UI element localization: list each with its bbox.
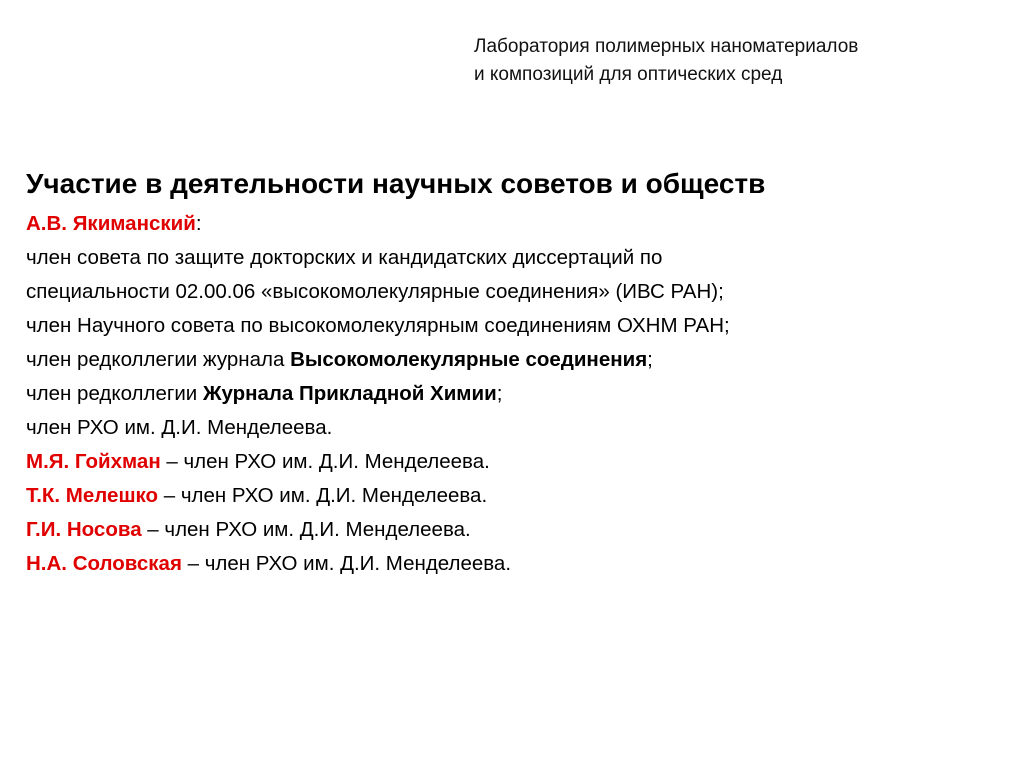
member-name: Н.А. Соловская	[26, 552, 182, 575]
member-name: Т.К. Мелешко	[26, 484, 159, 507]
lab-name-line-2: и композиций для оптических сред	[474, 64, 783, 85]
duty-line: член Научного совета по высокомолекулярным соединениям ОХНМ РАН;	[26, 314, 730, 337]
duty-line: член РХО им. Д.И. Менделеева.	[26, 416, 333, 439]
person-name: А.В. Якиманский	[26, 212, 196, 235]
journal-name: Высокомолекулярные соединения	[290, 348, 648, 371]
duty-suffix: ;	[496, 382, 503, 405]
member-text: – член РХО им. Д.И. Менделеева.	[158, 484, 488, 507]
member-text: – член РХО им. Д.И. Менделеева.	[181, 552, 512, 575]
member-line	[26, 479, 1011, 513]
member-line	[26, 445, 1011, 479]
journal-name: Журнала Прикладной Химии	[202, 382, 497, 405]
page-title: Участие в деятельности научных советов и обществ	[26, 168, 766, 199]
member-text: – член РХО им. Д.И. Менделеева.	[160, 450, 490, 473]
member-line	[26, 513, 1011, 547]
duty-line-journal	[26, 377, 1011, 411]
main-person-line	[26, 207, 1011, 241]
duty-prefix: член редколлегии журнала	[26, 348, 291, 371]
duty-line: специальности 02.00.06 «высокомолекулярные соединения» (ИВС РАН);	[26, 280, 724, 303]
duty-line-journal	[26, 343, 1011, 377]
duty-prefix: член редколлегии	[26, 382, 203, 405]
laboratory-header	[474, 33, 994, 89]
member-text: – член РХО им. Д.И. Менделеева.	[141, 518, 471, 541]
member-name: М.Я. Гойхман	[26, 450, 161, 473]
member-line	[26, 547, 1011, 581]
duty-suffix: ;	[647, 348, 653, 371]
lab-name-line-1: Лаборатория полимерных наноматериалов	[474, 36, 859, 57]
member-name: Г.И. Носова	[26, 518, 142, 541]
colon: :	[195, 212, 202, 235]
content-body	[26, 207, 1011, 581]
duty-line: член совета по защите докторских и кандидатских диссертаций по	[26, 246, 663, 269]
